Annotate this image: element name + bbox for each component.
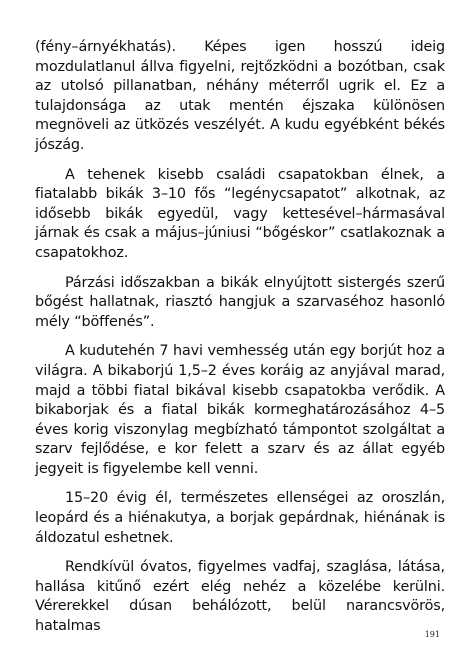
paragraph: Rendkívül óvatos, figyelmes vadfaj, szaglása, látása, hallása kitűnő ezért elég nehéz a közelébe kerülni. Vérerekkel dúsan behálózott, belül narancsvörös, hatalmas [35,559,445,635]
paragraph: 15–20 évig él, természetes ellenségei az oroszlán, leopárd és a hiénakutya, a borjak gepárdnak, hiénának is áldozatul eshetnek. [35,490,445,546]
body-text [35,38,445,647]
paragraph: Párzási időszakban a bikák elnyújtott sistergés szerű bőgést hallatnak, riasztó hangjuk a szarvaséhoz hasonló mély “böffenés”. [35,274,445,330]
paragraph: (fény–árnyékhatás). Képes igen hosszú ideig mozdulatlanul állva figyelni, rejtőzködni a bozótban, csak az utolsó pillanatban, néhány méterről ugrik el. Ez a tulajdonsága az utak mentén éjszaka különösen megnöveli az ütközés veszélyét. A kudu egyébként békés jószág. [35,39,445,153]
paragraph: A tehenek kisebb családi csapatokban élnek, a fiatalabb bikák 3–10 fős “legénycsapatot” alkotnak, az idősebb bikák egyedül, vagy kettesével–hármasával járnak és csak a május–júniusi “bőgéskor” csatlakoznak a csapatokhoz. [35,166,445,261]
page-number: 191 [424,630,440,639]
paragraph: A kudutehén 7 havi vemhesség után egy borjút hoz a világra. A bikaborjú 1,5–2 éves koráig az anyjával marad, majd a többi fiatal bikával kisebb csapatokba verődik. A bikaborjak és a fiatal bikák kormeghatározásához 4–5 éves korig viszonylag megbízható támpontot szolgáltat a szarv fejlődése, e kor felett a szarv és az állat egyéb jegyeit is figyelembe kell venni. [35,343,445,477]
